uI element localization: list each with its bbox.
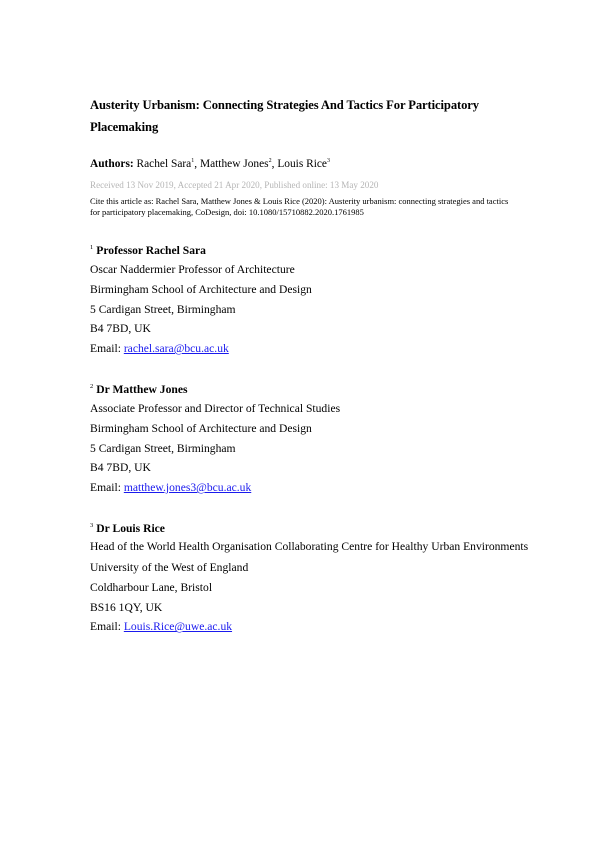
author-1 (137, 158, 200, 170)
affiliation-line: University of the West of England (90, 561, 249, 574)
affiliation-1 (90, 241, 530, 359)
author-2 (200, 158, 277, 170)
email-line (90, 339, 530, 359)
affiliation-2 (90, 380, 530, 498)
affiliation-line: Associate Professor and Director of Technical Studies (90, 402, 341, 415)
email-line (90, 478, 530, 498)
affiliation-line: Oscar Naddermier Professor of Architecture (90, 263, 295, 276)
author-separator: , (271, 158, 278, 170)
affiliation-person: Dr Matthew Jones (96, 383, 188, 396)
affiliation-person: Professor Rachel Sara (96, 244, 206, 257)
author-name: Matthew Jones (199, 158, 269, 170)
author-3 (277, 158, 330, 170)
affiliation-person: Dr Louis Rice (96, 522, 165, 535)
author-superscript: 2 (268, 158, 272, 165)
affiliation-3 (90, 519, 530, 637)
email-link[interactable]: matthew.jones3@bcu.ac.uk (123, 481, 252, 495)
affiliation-name (90, 519, 530, 538)
affiliation-superscript: 3 (90, 522, 94, 530)
author-superscript: 1 (191, 158, 195, 165)
email-link[interactable]: rachel.sara@bcu.ac.uk (123, 342, 229, 356)
email-link[interactable]: Louis.Rice@uwe.ac.uk (123, 620, 233, 634)
author-separator: , (194, 158, 200, 170)
email-label: Email: (90, 342, 124, 356)
affiliation-line: Head of the World Health Organisation Collaborating Centre for Healthy Urban Environments (90, 540, 529, 553)
affiliation-line: BS16 1QY, UK (90, 600, 163, 614)
affiliation-line: Coldharbour Lane, Bristol (90, 580, 213, 594)
paper-title: Austerity Urbanism: Connecting Strategies And Tactics For Participatory Placemaking (90, 98, 479, 134)
author-list (90, 156, 510, 172)
email-line (90, 617, 530, 637)
affiliation-line: 5 Cardigan Street, Birmingham (90, 441, 236, 455)
citation: Cite this article as: Rachel Sara, Matthew Jones & Louis Rice (2020): Austerity urbanism: connecting strategies and tactics for participatory placemaking, CoDesign, doi: 10.1080/15710882.2020.1761985 (90, 196, 509, 218)
affiliation-superscript: 1 (90, 244, 94, 252)
affiliation-name (90, 380, 530, 399)
affiliation-name (90, 241, 530, 260)
affiliation-line: Birmingham School of Architecture and Design (90, 282, 312, 296)
affiliation-line: Birmingham School of Architecture and Design (90, 421, 312, 435)
affiliation-line: B4 7BD, UK (90, 461, 151, 475)
email-label: Email: (90, 481, 124, 495)
publication-dates: Received 13 Nov 2019, Accepted 21 Apr 2020, Published online: 13 May 2020 (90, 180, 379, 190)
affiliation-line: B4 7BD, UK (90, 322, 151, 336)
author-name: Rachel Sara (136, 158, 192, 170)
email-label: Email: (90, 620, 124, 634)
author-name: Louis Rice (277, 158, 327, 170)
author-superscript: 3 (326, 158, 330, 165)
affiliation-superscript: 2 (90, 383, 94, 391)
affiliation-line: 5 Cardigan Street, Birmingham (90, 302, 236, 316)
authors-label: Authors: (90, 158, 134, 170)
